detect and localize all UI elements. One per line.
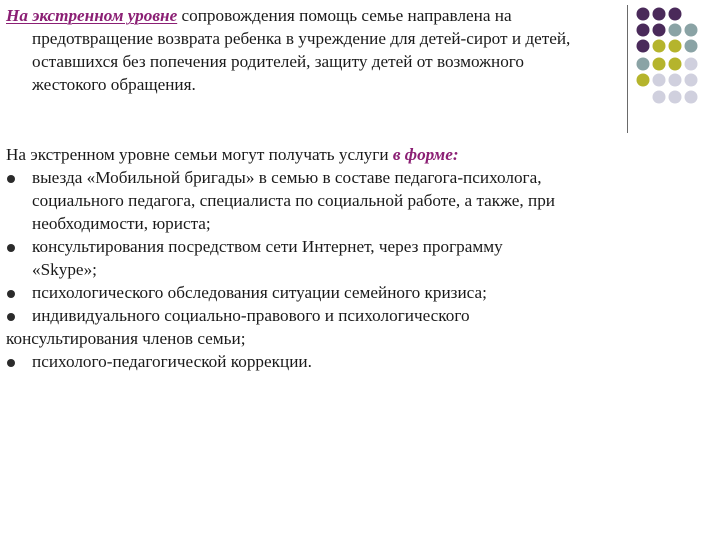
list-item	[6, 304, 694, 327]
list-item	[6, 281, 694, 304]
services-intro	[6, 143, 694, 166]
list-item-text: психолого-педагогической коррекции.	[32, 352, 312, 371]
intro-paragraph	[6, 4, 694, 96]
list-item-text: консультирования посредством сети Интернет, через программу	[32, 237, 503, 256]
emphasis-lead: На экстренном уровне	[6, 6, 178, 25]
intro-line-3: оставшихся без попечения родителей, защиту детей от возможного	[32, 52, 525, 71]
services-intro-text: На экстренном уровне семьи могут получать услуги	[6, 145, 393, 164]
list-item-continuation: социального педагога, специалиста по социальной работе, а также, при	[32, 191, 556, 210]
intro-line-1-rest: сопровождения помощь семье направлена на	[177, 6, 512, 25]
list-item-continuation: консультирования членов семьи;	[6, 329, 246, 348]
list-item-text: индивидуального социально-правового и психологического	[32, 306, 470, 325]
list-item	[6, 350, 694, 373]
intro-line-4: жестокого обращения.	[32, 75, 196, 94]
intro-line-1	[6, 4, 694, 27]
list-item	[6, 166, 694, 189]
list-item	[6, 235, 694, 258]
list-item-continuation: «Skype»;	[32, 260, 97, 279]
list-item-continuation: необходимости, юриста;	[32, 214, 211, 233]
list-item-text: психологического обследования ситуации семейного кризиса;	[32, 283, 487, 302]
services-intro-emphasis: в форме:	[392, 145, 459, 164]
list-item-text: выезда «Мобильной бригады» в семью в составе педагога-психолога,	[32, 168, 542, 187]
services-paragraph	[6, 143, 694, 373]
intro-line-2: предотвращение возврата ребенка в учреждение для детей-сирот и детей,	[32, 29, 571, 48]
